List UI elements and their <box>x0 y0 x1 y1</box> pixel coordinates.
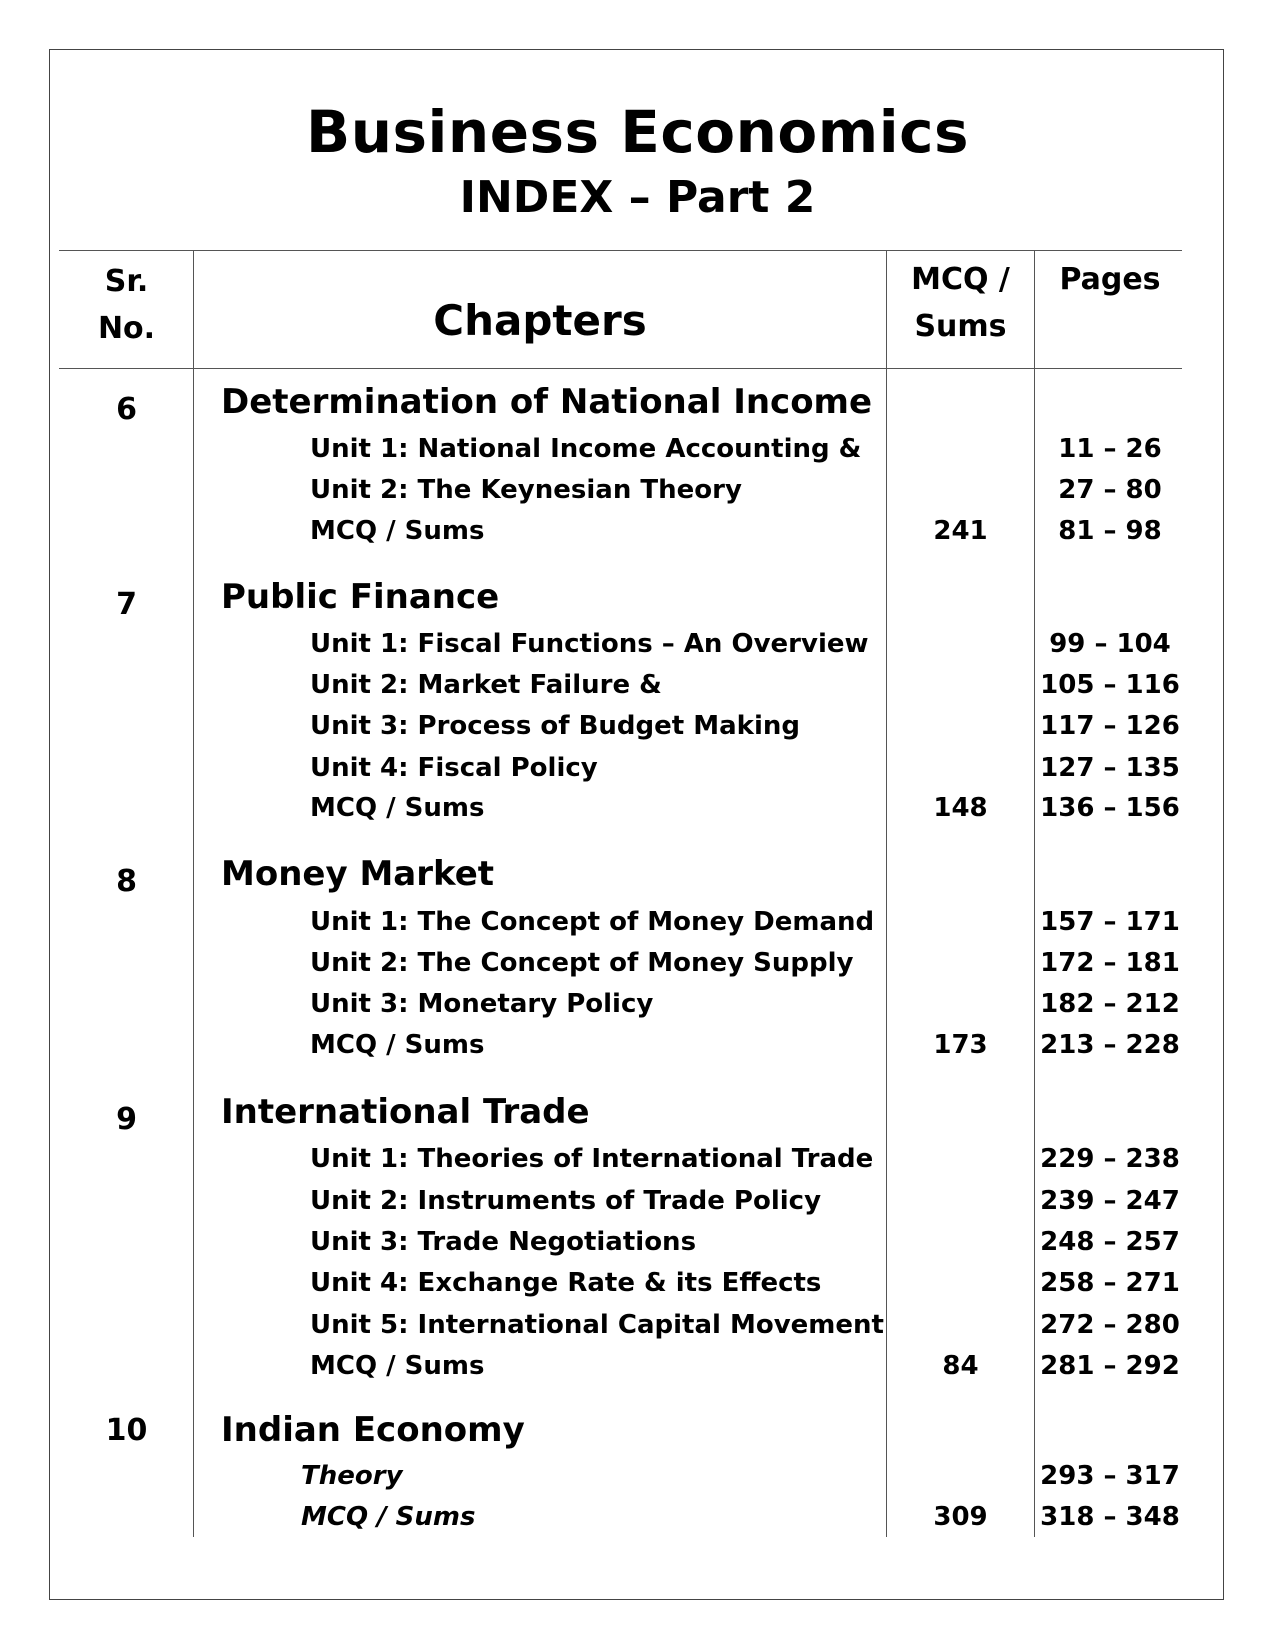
page-range: 136 – 156 <box>1040 793 1180 823</box>
unit-label: MCQ / Sums <box>310 1030 485 1060</box>
unit-label: Unit 2: The Keynesian Theory <box>310 475 742 505</box>
mcq-count: 84 <box>942 1351 979 1381</box>
page-range: 11 – 26 <box>1058 434 1162 464</box>
page-range: 281 – 292 <box>1040 1351 1180 1381</box>
mcq-count: 173 <box>933 1030 988 1060</box>
page-range: 127 – 135 <box>1040 753 1180 783</box>
page-range: 258 – 271 <box>1040 1268 1180 1298</box>
page-range: 293 – 317 <box>1040 1461 1180 1491</box>
page-range: 272 – 280 <box>1040 1310 1180 1340</box>
chapter-title: Determination of National Income <box>221 382 873 422</box>
header-mcq-line2: Sums <box>914 309 1007 344</box>
unit-label: MCQ / Sums <box>301 1502 476 1532</box>
unit-label: MCQ / Sums <box>310 516 485 546</box>
serial-number: 7 <box>116 587 137 622</box>
unit-label: Unit 2: Instruments of Trade Policy <box>310 1186 822 1216</box>
page-range: 239 – 247 <box>1040 1186 1180 1216</box>
chapter-title: Indian Economy <box>221 1410 525 1450</box>
page-range: 182 – 212 <box>1040 989 1180 1019</box>
serial-number: 9 <box>116 1102 137 1137</box>
serial-number: 8 <box>116 864 137 899</box>
unit-label: Unit 3: Monetary Policy <box>310 989 654 1019</box>
page-range: 157 – 171 <box>1040 907 1180 937</box>
unit-label: Unit 2: The Concept of Money Supply <box>310 948 854 978</box>
serial-number: 6 <box>116 392 137 427</box>
unit-label: Theory <box>301 1461 403 1491</box>
column-divider-chapters <box>886 250 887 1537</box>
page-range: 99 – 104 <box>1049 629 1171 659</box>
document-subtitle: INDEX – Part 2 <box>459 172 816 223</box>
page-range: 27 – 80 <box>1058 475 1162 505</box>
unit-label: Unit 3: Trade Negotiations <box>310 1227 697 1257</box>
page-range: 172 – 181 <box>1040 948 1180 978</box>
unit-label: Unit 1: Fiscal Functions – An Overview <box>310 629 869 659</box>
unit-label: Unit 3: Process of Budget Making <box>310 711 800 741</box>
unit-label: Unit 2: Market Failure & <box>310 670 662 700</box>
header-mcq-sums <box>887 256 1034 350</box>
page-range: 213 – 228 <box>1040 1030 1180 1060</box>
chapter-title: Money Market <box>221 854 495 894</box>
unit-label: Unit 1: Theories of International Trade <box>310 1144 874 1174</box>
page-range: 81 – 98 <box>1058 516 1162 546</box>
unit-label: Unit 1: The Concept of Money Demand <box>310 907 875 937</box>
unit-label: Unit 1: National Income Accounting & <box>310 434 862 464</box>
header-bottom-rule <box>59 368 1182 369</box>
document-title: Business Economics <box>306 98 969 166</box>
header-pages: Pages <box>1059 262 1161 297</box>
header-top-rule <box>59 250 1182 251</box>
mcq-count: 148 <box>933 793 988 823</box>
header-sr-line2: No. <box>97 311 156 346</box>
page-range: 117 – 126 <box>1040 711 1180 741</box>
header-chapters: Chapters <box>433 296 647 345</box>
header-mcq-line1: MCQ / <box>911 262 1010 297</box>
header-sr-no <box>59 258 194 352</box>
page-range: 318 – 348 <box>1040 1502 1180 1532</box>
header-sr-line1: Sr. <box>104 264 149 299</box>
serial-number: 10 <box>105 1413 148 1448</box>
unit-label: MCQ / Sums <box>310 1351 485 1381</box>
unit-label: MCQ / Sums <box>310 793 485 823</box>
mcq-count: 309 <box>933 1502 988 1532</box>
chapter-title: Public Finance <box>221 577 500 617</box>
page-range: 229 – 238 <box>1040 1144 1180 1174</box>
unit-label: Unit 4: Exchange Rate & its Effects <box>310 1268 822 1298</box>
mcq-count: 241 <box>933 516 988 546</box>
unit-label: Unit 4: Fiscal Policy <box>310 753 598 783</box>
unit-label: Unit 5: International Capital Movement <box>310 1310 884 1340</box>
page-range: 248 – 257 <box>1040 1227 1180 1257</box>
chapter-title: International Trade <box>221 1092 590 1132</box>
page-range: 105 – 116 <box>1040 670 1180 700</box>
